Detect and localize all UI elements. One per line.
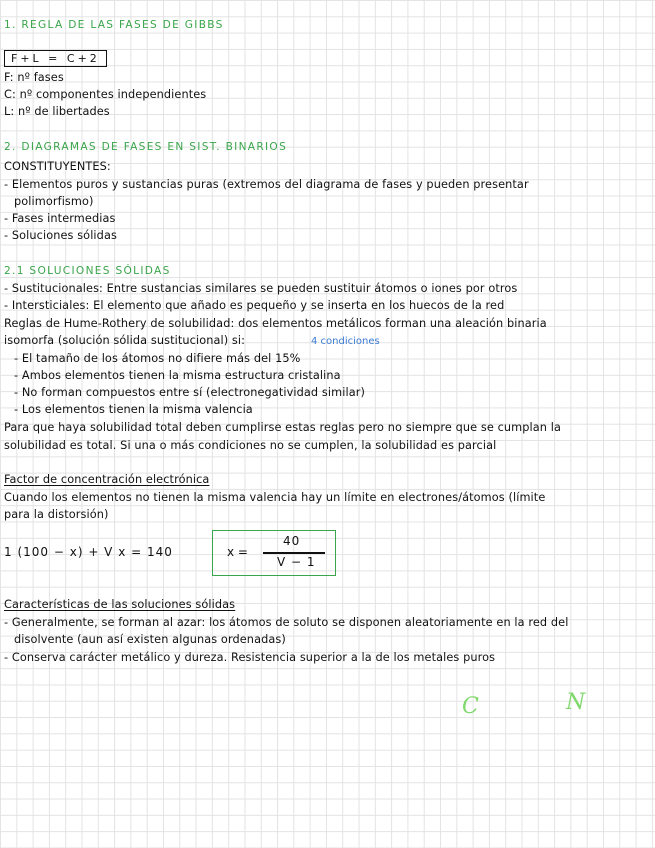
section-2-1-title: 2.1 SOLUCIONES SÓLIDAS: [4, 265, 171, 277]
caract-line-3: - Conserva carácter metálico y dureza. Resistencia superior a la de los metales puros: [4, 651, 496, 664]
line-intersticiales: - Intersticiales: El elemento que añado es pequeño y se inserta en los huecos de la red: [4, 299, 505, 312]
def-c: C: nº componentes independientes: [4, 88, 207, 101]
boxed-formula: [212, 530, 336, 576]
section-1-title: 1. REGLA DE LAS FASES DE GIBBS: [4, 19, 224, 31]
boxed-formula-numerator: 40: [283, 534, 301, 548]
def-l: L: nº de libertades: [4, 105, 110, 118]
factor-title: Factor de concentración electrónica: [4, 473, 210, 486]
line-hume-rothery: Reglas de Hume-Rothery de solubilidad: dos elementos metálicos forman una aleación binaria: [4, 317, 547, 330]
boxed-formula-denominator: V − 1: [277, 555, 316, 569]
handwritten-mark-c: C: [462, 694, 479, 719]
handwritten-mark-n: N: [566, 690, 586, 715]
factor-equation: 1 (100 − x) + V x = 140: [4, 545, 173, 559]
item-polimorfismo: polimorfismo): [14, 195, 94, 208]
fraction-bar: [263, 552, 325, 554]
line-sustitucionales: - Sustitucionales: Entre sustancias similares se pueden sustituir átomos o iones por otros: [4, 282, 518, 295]
line-isomorfa: isomorfa (solución sólida sustitucional) si:: [4, 334, 246, 347]
closing-line-1: Para que haya solubilidad total deben cumplirse estas reglas pero no siempre que se cumplan la: [4, 421, 561, 434]
condition-compuestos: - No forman compuestos entre sí (electronegatividad similar): [14, 386, 365, 399]
caract-line-1: - Generalmente, se forman al azar: los átomos de soluto se disponen aleatoriamente en la red del: [4, 616, 569, 629]
condition-tamano: - El tamaño de los átomos no difiere más del 15%: [14, 352, 301, 365]
def-f: F: nº fases: [4, 71, 64, 84]
item-fases-intermedias: - Fases intermedias: [4, 212, 116, 225]
boxed-formula-lhs: x =: [227, 545, 248, 559]
condition-valencia: - Los elementos tienen la misma valencia: [14, 403, 253, 416]
caract-line-2: disolvente (aun así existen algunas ordenadas): [14, 633, 286, 646]
gibbs-formula-box: F+L = C+2: [4, 52, 107, 66]
constituyentes-label: CONSTITUYENTES:: [4, 160, 111, 173]
item-soluciones-solidas: - Soluciones sólidas: [4, 229, 117, 242]
condition-estructura: - Ambos elementos tienen la misma estructura cristalina: [14, 369, 341, 382]
condiciones-note: 4 condiciones: [311, 336, 380, 347]
section-2-title: 2. DIAGRAMAS DE FASES EN SIST. BINARIOS: [4, 141, 288, 153]
factor-line-1: Cuando los elementos no tienen la misma valencia hay un límite en electrones/átomos (límite: [4, 491, 546, 504]
closing-line-2: solubilidad es total. Si una o más condiciones no se cumplen, la solubilidad es parcial: [4, 439, 497, 452]
caract-title: Características de las soluciones sólidas: [4, 598, 236, 611]
item-elementos-puros: - Elementos puros y sustancias puras (extremos del diagrama de fases y pueden presentar: [4, 178, 529, 191]
factor-line-2: para la distorsión): [4, 508, 109, 521]
